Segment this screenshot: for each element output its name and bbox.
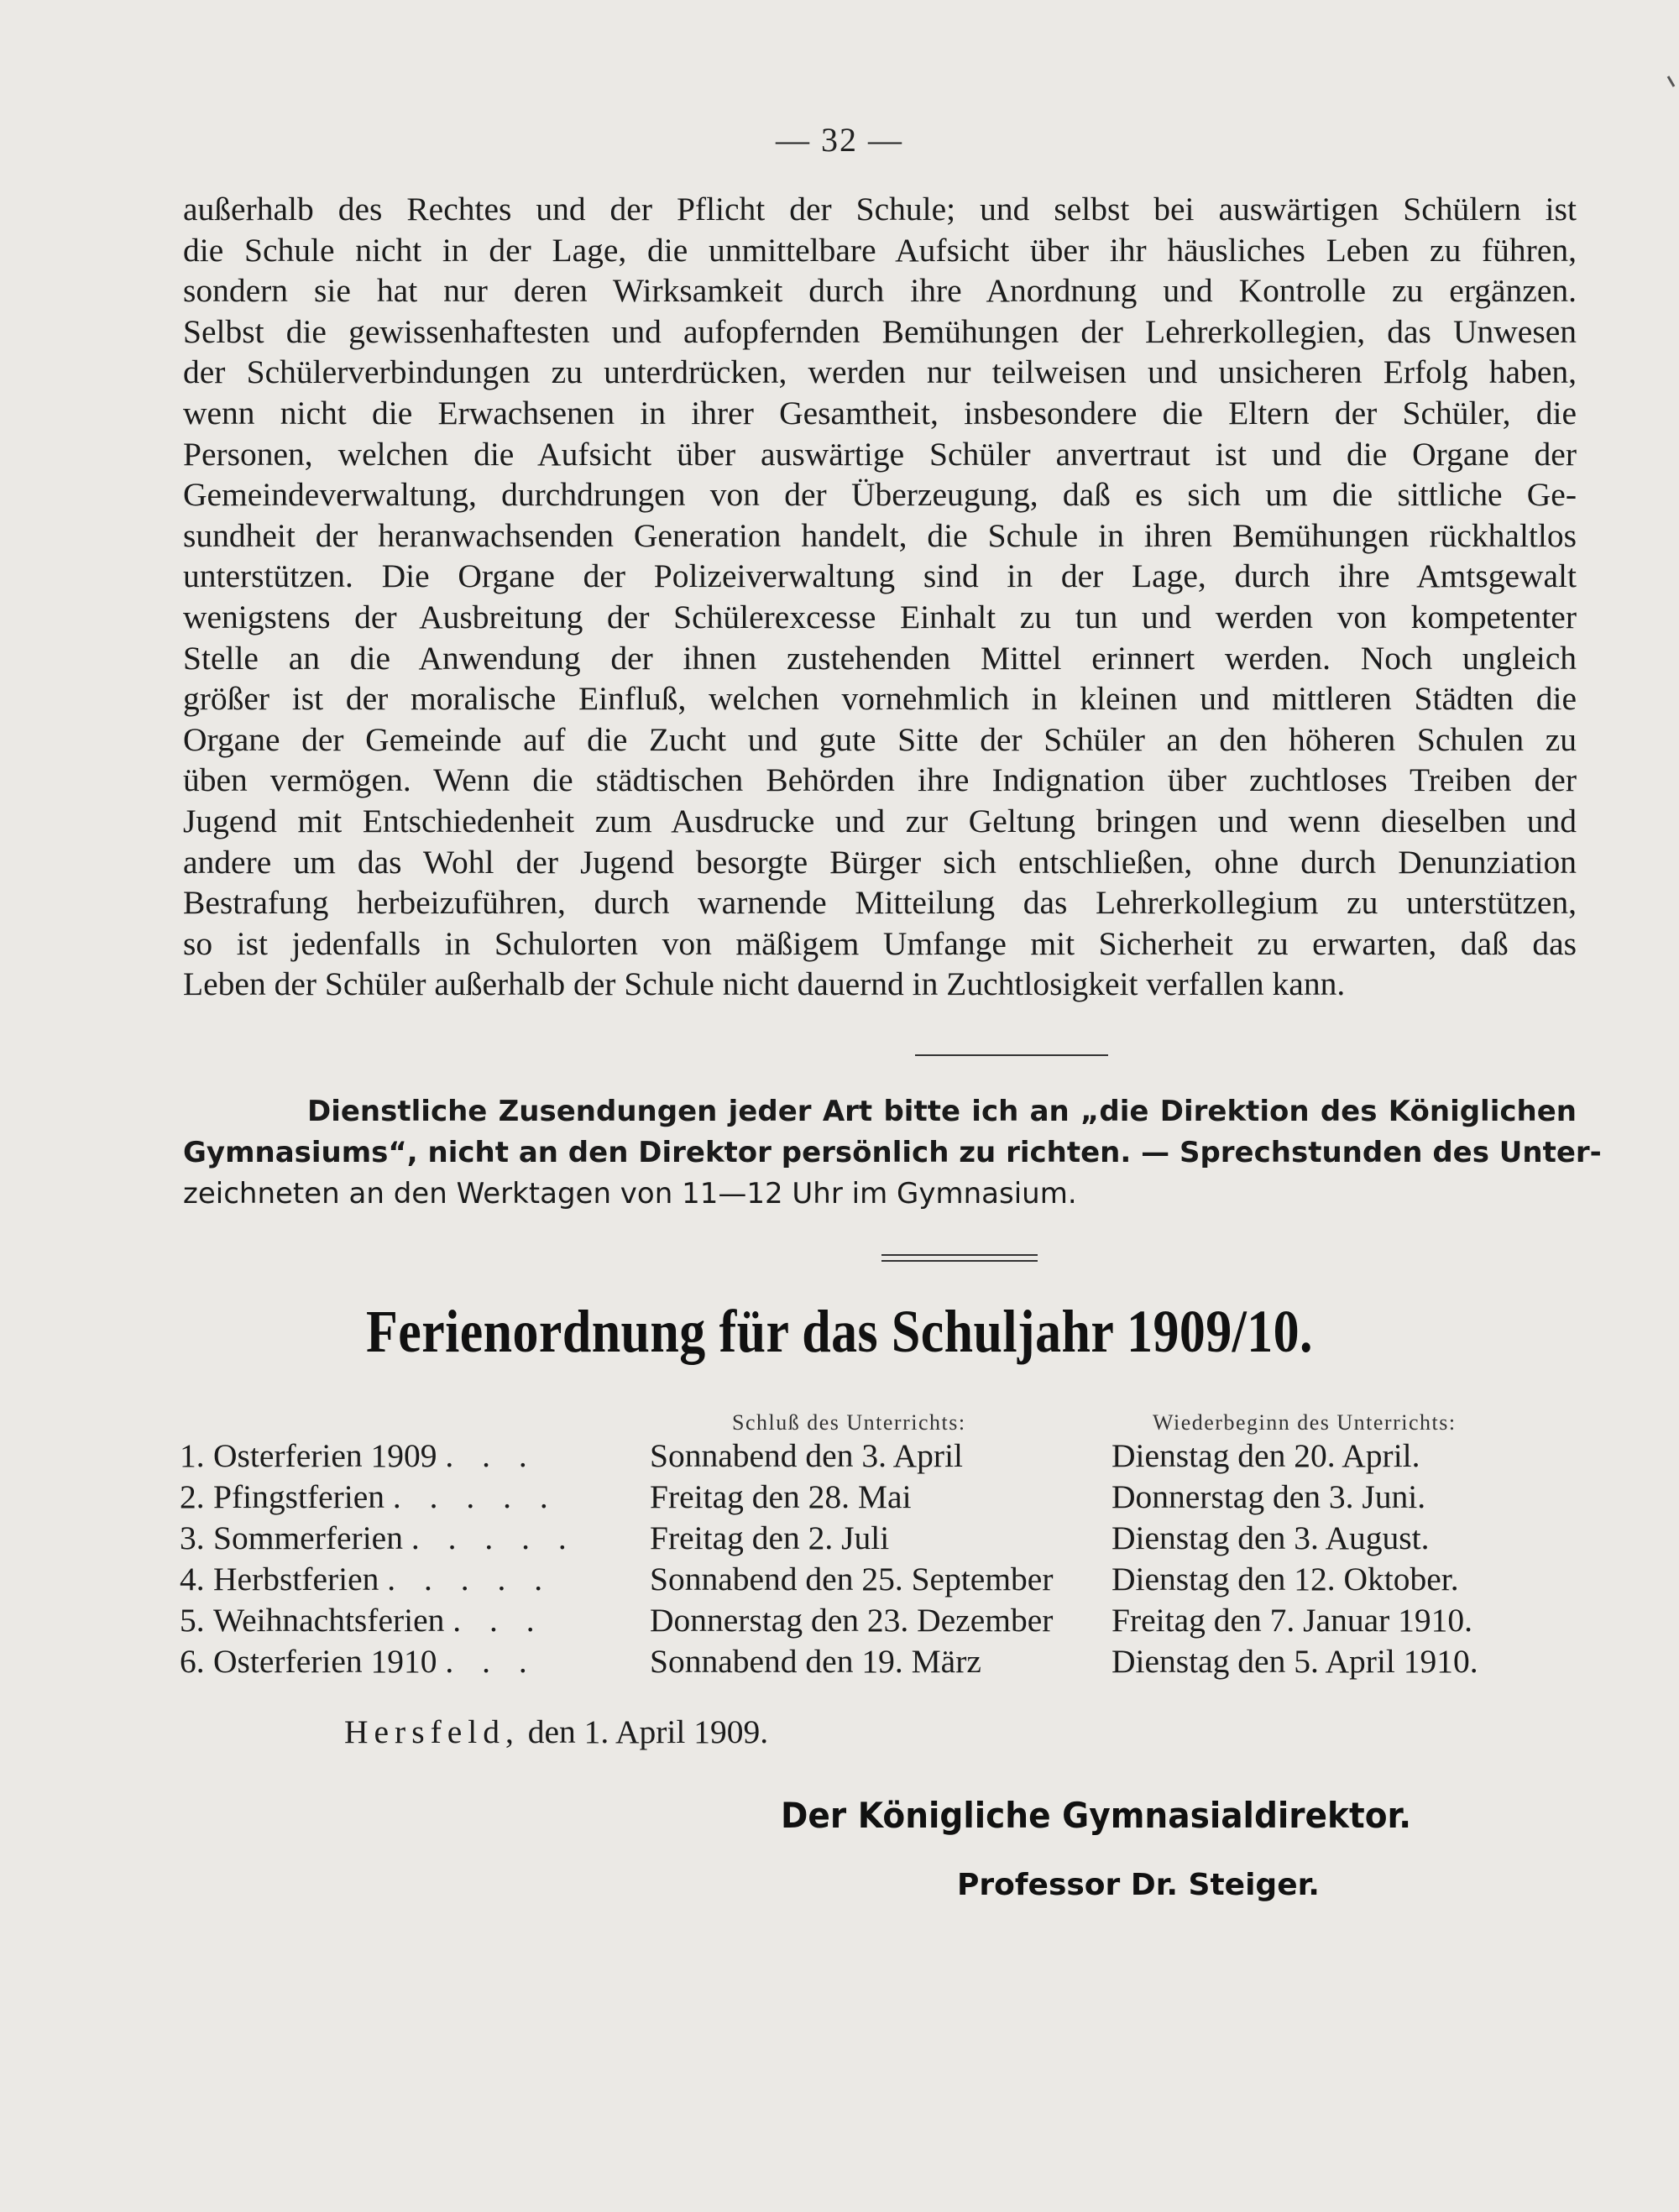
body-line: Gemeindeverwaltung, durchdrungen von der Überzeugung, daß es sich um die sittliche Ge- <box>183 476 1577 514</box>
corner-mark <box>1667 76 1676 87</box>
column-header-end: Schluß des Unterrichts: <box>732 1410 966 1435</box>
body-line: wenn nicht die Erwachsenen in ihrer Gesamtheit, insbesondere die Eltern der Schüler, die <box>183 394 1577 431</box>
body-line: wenigstens der Ausbreitung der Schülerexcesse Einhalt zu tun und werden von kompetenter <box>183 598 1577 635</box>
row-number: 5. <box>180 1602 205 1639</box>
holiday-label: Weihnachtsferien <box>213 1602 445 1639</box>
holiday-label: Osterferien 1909 <box>213 1437 437 1474</box>
table-row <box>180 1477 1590 1518</box>
place-name: Hersfeld, <box>344 1713 520 1750</box>
holiday-label: Osterferien 1910 <box>213 1643 437 1680</box>
classes-resume-date: Dienstag den 12. Oktober. <box>1111 1561 1459 1598</box>
table-row <box>180 1600 1590 1641</box>
holiday-label: Herbstferien <box>213 1561 379 1598</box>
body-line: Personen, welchen die Aufsicht über auswärtige Schüler anvertraut ist und die Organe der <box>183 435 1577 473</box>
classes-resume-date: Dienstag den 20. April. <box>1111 1437 1420 1474</box>
table-row <box>180 1435 1590 1477</box>
body-line: Bestrafung herbeizuführen, durch warnende Mitteilung das Lehrerkollegium zu unterstützen, <box>183 884 1577 922</box>
schedule-title: Ferienordnung für das Schuljahr 1909/10. <box>366 1298 1313 1365</box>
body-line: Stelle an die Anwendung der ihnen zustehenden Mittel erinnert werden. Noch ungleich <box>183 639 1577 677</box>
body-line: Leben der Schüler außerhalb der Schule nicht dauernd in Zuchtlosigkeit verfallen kann. <box>183 965 1346 1003</box>
notice-paragraph <box>183 1091 1602 1215</box>
classes-end-date: Sonnabend den 19. März <box>650 1643 981 1680</box>
notice-line: Dienstliche Zusendungen jeder Art bitte ich an „die Direktion des Königlichen <box>307 1095 1577 1128</box>
body-line: Jugend mit Entschiedenheit zum Ausdrucke und zur Geltung bringen und wenn dieselben und <box>183 802 1577 839</box>
leader-dots: . . . <box>452 1602 545 1639</box>
holiday-name <box>213 1518 650 1559</box>
holiday-schedule-table <box>180 1435 1590 1682</box>
row-number: 4. <box>180 1561 205 1598</box>
body-line: sondern sie hat nur deren Wirksamkeit durch ihre Anordnung und Kontrolle zu ergänzen. <box>183 272 1577 310</box>
row-number: 3. <box>180 1519 205 1556</box>
column-header-resume: Wiederbeginn des Unterrichts: <box>1153 1410 1457 1435</box>
body-line: sundheit der heranwachsenden Generation handelt, die Schule in ihren Bemühungen rückhaltlos <box>183 516 1577 554</box>
row-number: 6. <box>180 1643 205 1680</box>
body-line: andere um das Wohl der Jugend besorgte Bürger sich entschließen, ohne durch Denunziation <box>183 843 1577 881</box>
body-line: die Schule nicht in der Lage, die unmittelbare Aufsicht über ihr häusliches Leben zu führen, <box>183 231 1577 269</box>
holiday-name <box>213 1600 650 1641</box>
double-divider <box>881 1254 1038 1262</box>
body-line: üben vermögen. Wenn die städtischen Behörden ihre Indignation über zuchtloses Treiben der <box>183 761 1577 799</box>
issue-date: den 1. April 1909. <box>527 1713 769 1750</box>
holiday-name <box>213 1435 650 1477</box>
leader-dots: . . . . . <box>411 1519 577 1556</box>
leader-dots: . . . . . <box>387 1561 553 1598</box>
body-line: Selbst die gewissenhaftesten und aufopfernden Bemühungen der Lehrerkollegien, das Unwesen <box>183 312 1577 350</box>
body-line: so ist jedenfalls in Schulorten von mäßigem Umfange mit Sicherheit zu erwarten, daß das <box>183 924 1577 962</box>
notice-line: zeichneten an den Werktagen von 11—12 Uhr im Gymnasium. <box>183 1177 1077 1211</box>
classes-end-date: Freitag den 2. Juli <box>650 1519 890 1556</box>
signature-title: Der Königliche Gymnasialdirektor. <box>781 1795 1412 1836</box>
body-line: Organe der Gemeinde auf die Zucht und gute Sitte der Schüler an den höheren Schulen zu <box>183 720 1577 758</box>
holiday-name <box>213 1641 650 1682</box>
table-row <box>180 1559 1590 1600</box>
classes-end-date: Donnerstag den 23. Dezember <box>650 1602 1054 1639</box>
classes-resume-date: Freitag den 7. Januar 1910. <box>1111 1602 1473 1639</box>
body-line: außerhalb des Rechtes und der Pflicht der Schule; und selbst bei auswärtigen Schülern ist <box>183 191 1577 227</box>
signature-name: Professor Dr. Steiger. <box>957 1868 1320 1902</box>
classes-end-date: Freitag den 28. Mai <box>650 1478 912 1515</box>
classes-end-date: Sonnabend den 25. September <box>650 1561 1054 1598</box>
body-line: größer ist der moralische Einfluß, welchen vornehmlich in kleinen und mittleren Städten die <box>183 680 1577 718</box>
classes-end-date: Sonnabend den 3. April <box>650 1437 964 1474</box>
body-paragraph <box>183 189 1577 1005</box>
row-number: 2. <box>180 1478 205 1515</box>
leader-dots: . . . <box>445 1643 537 1680</box>
page-number: — 32 — <box>776 121 903 159</box>
leader-dots: . . . . . <box>392 1478 558 1515</box>
leader-dots: . . . <box>445 1437 537 1474</box>
body-line: unterstützen. Die Organe der Polizeiverwaltung sind in der Lage, durch ihre Amtsgewalt <box>183 557 1577 595</box>
table-row <box>180 1641 1590 1682</box>
holiday-label: Pfingstferien <box>213 1478 385 1515</box>
table-row <box>180 1518 1590 1559</box>
row-number: 1. <box>180 1437 205 1474</box>
body-line: der Schülerverbindungen zu unterdrücken, werden nur teilweisen und unsicheren Erfolg haben, <box>183 353 1577 391</box>
classes-resume-date: Donnerstag den 3. Juni. <box>1111 1478 1426 1515</box>
classes-resume-date: Dienstag den 5. April 1910. <box>1111 1643 1478 1680</box>
classes-resume-date: Dienstag den 3. August. <box>1111 1519 1430 1556</box>
holiday-label: Sommerferien <box>213 1519 403 1556</box>
holiday-name <box>213 1559 650 1600</box>
notice-line: Gymnasiums“, nicht an den Direktor persönlich zu richten. — Sprechstunden des Unter- <box>183 1136 1602 1169</box>
holiday-name <box>213 1477 650 1518</box>
section-divider <box>915 1054 1108 1056</box>
place-and-date <box>344 1713 768 1751</box>
